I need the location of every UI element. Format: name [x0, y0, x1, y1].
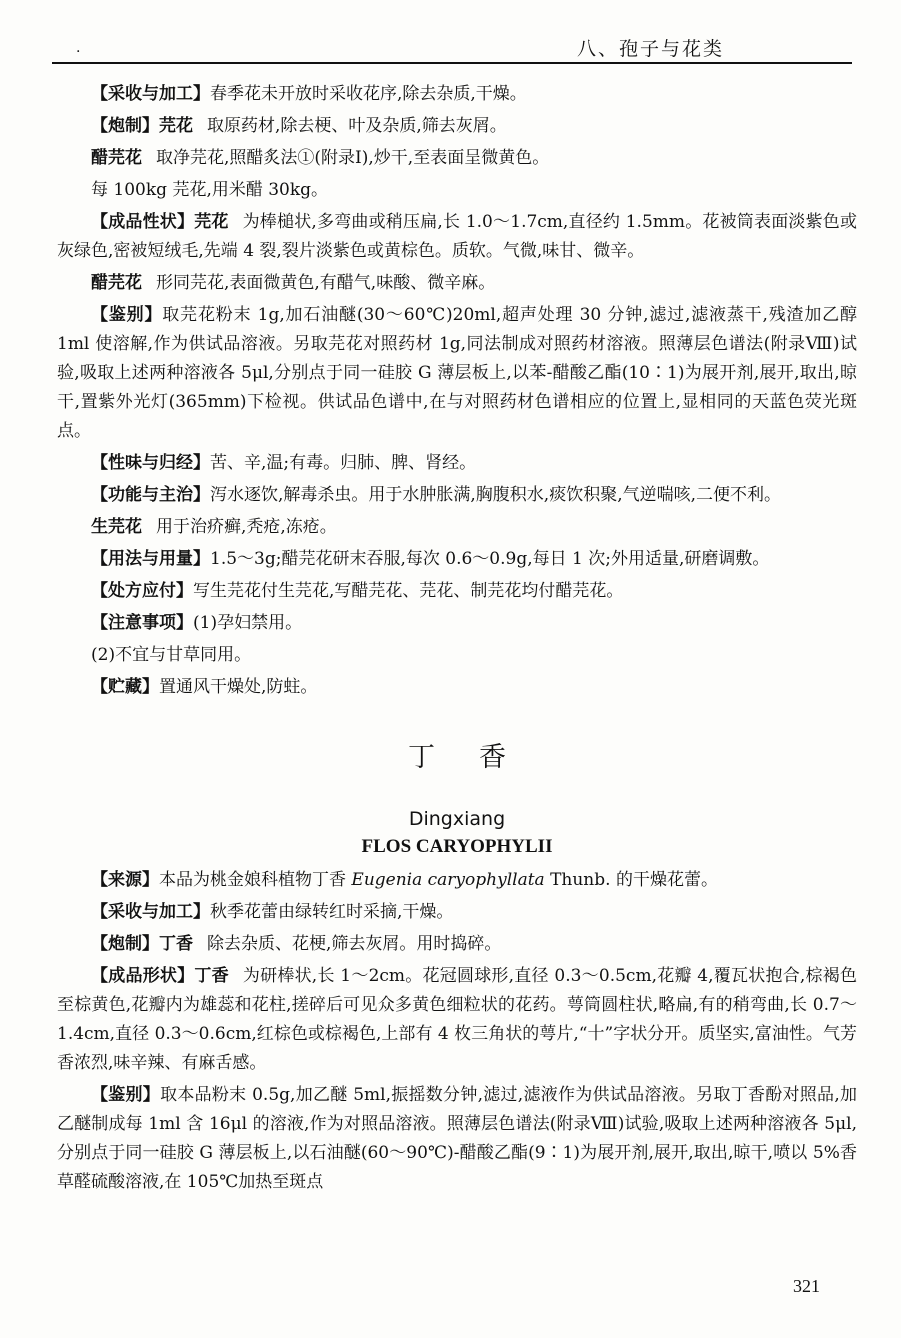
prescription-paragraph — [57, 577, 857, 606]
nature-text: 苦、辛,温;有毒。归肺、脾、肾经。 — [210, 453, 477, 473]
prescription-tag: 【处方应付】 — [91, 581, 193, 601]
usage-tag: 【用法与用量】 — [91, 549, 210, 569]
raw-text: 用于治疥癣,秃疮,冻疮。 — [156, 517, 337, 537]
harvest-tag: 【采收与加工】 — [91, 84, 210, 104]
monograph-title: 丁香 — [408, 742, 550, 773]
source-text-post: Thunb. 的干燥花蕾。 — [544, 870, 718, 890]
ratio-paragraph — [57, 176, 857, 205]
process-term: 芫花 — [159, 116, 193, 136]
process-tag: 【炮制】 — [91, 116, 159, 136]
page-body — [57, 80, 857, 1200]
source-paragraph — [57, 866, 857, 895]
ratio-text: 每 100kg 芫花,用米醋 30kg。 — [91, 180, 329, 200]
vinegar-properties-text: 形同芫花,表面微黄色,有醋气,味酸、微辛麻。 — [156, 273, 496, 293]
header-mark: . — [76, 40, 81, 56]
monograph-latin-name: FLOS CARYOPHYLII — [361, 836, 553, 857]
properties-term: 芫花 — [194, 212, 229, 232]
header-rule — [52, 62, 852, 64]
clove-process-term: 丁香 — [159, 934, 193, 954]
page-number: 321 — [793, 1276, 820, 1296]
monograph-pinyin: Dingxiang — [408, 808, 506, 830]
caution-paragraph — [57, 609, 857, 638]
clove-properties-paragraph — [57, 962, 857, 1078]
clove-process-tag: 【炮制】 — [91, 934, 159, 954]
source-tag: 【来源】 — [91, 870, 159, 890]
vinegar-properties-term: 醋芫花 — [91, 273, 142, 293]
identification-paragraph — [57, 301, 857, 446]
caution-paragraph-2 — [57, 641, 857, 670]
properties-paragraph — [57, 208, 857, 266]
clove-harvest-paragraph — [57, 898, 857, 927]
clove-identification-paragraph — [57, 1081, 857, 1197]
process-text: 取原药材,除去梗、叶及杂质,筛去灰屑。 — [207, 116, 507, 136]
clove-properties-text: 为研棒状,长 1～2cm。花冠圆球形,直径 0.3～0.5cm,花瓣 4,覆瓦状抱合,棕褐色至棕黄色,花瓣内为雄蕊和花柱,搓碎后可见众多黄色细粒状的花药。萼筒圆柱状,略扁,有的稍弯曲,长 0.7～1.4cm,直径 0.3～0.6cm,红棕色或棕褐色,上部有 4 枚三角状的萼片,“十”字状分开。质坚实,富油性。气芳香浓烈,味辛辣、有麻舌感。 — [57, 966, 858, 1073]
caution-tag: 【注意事项】 — [91, 613, 193, 633]
properties-tag: 【成品性状】 — [91, 212, 195, 232]
prescription-text: 写生芫花付生芫花,写醋芫花、芫花、制芫花均付醋芫花。 — [193, 581, 624, 601]
caution-text-2: (2)不宜与甘草同用。 — [91, 645, 252, 665]
process-paragraph — [57, 112, 857, 141]
clove-properties-tag: 【成品形状】 — [91, 966, 195, 986]
usage-paragraph — [57, 545, 857, 574]
vinegar-paragraph — [57, 144, 857, 173]
vinegar-properties-paragraph — [57, 269, 857, 298]
nature-paragraph — [57, 449, 857, 478]
vinegar-text: 取净芫花,照醋炙法①(附录Ⅰ),炒干,至表面呈微黄色。 — [156, 148, 550, 168]
usage-text: 1.5～3g;醋芫花研末吞服,每次 0.6～0.9g,每日 1 次;外用适量,研磨调敷。 — [210, 549, 770, 569]
storage-paragraph — [57, 673, 857, 702]
vinegar-term: 醋芫花 — [91, 148, 142, 168]
harvest-paragraph — [57, 80, 857, 109]
clove-harvest-text: 秋季花蕾由绿转红时采摘,干燥。 — [210, 902, 454, 922]
properties-text: 为棒槌状,多弯曲或稍压扁,长 1.0～1.7cm,直径约 1.5mm。花被筒表面淡紫色或灰绿色,密被短绒毛,先端 4 裂,裂片淡紫色或黄棕色。质软。气微,味甘、微辛。 — [57, 212, 858, 261]
clove-process-text: 除去杂质、花梗,筛去灰屑。用时捣碎。 — [207, 934, 502, 954]
storage-tag: 【贮藏】 — [91, 677, 159, 697]
nature-tag: 【性味与归经】 — [91, 453, 210, 473]
clove-harvest-tag: 【采收与加工】 — [91, 902, 210, 922]
caution-text-1: (1)孕妇禁用。 — [193, 613, 303, 633]
harvest-text: 春季花未开放时采收花序,除去杂质,干燥。 — [210, 84, 527, 104]
raw-paragraph — [57, 513, 857, 542]
clove-process-paragraph — [57, 930, 857, 959]
function-paragraph — [57, 481, 857, 510]
identification-text: 取芫花粉末 1g,加石油醚(30～60℃)20ml,超声处理 30 分钟,滤过,滤液蒸干,残渣加乙醇 1ml 使溶解,作为供试品溶液。另取芫花对照药材 1g,同法制成对照药材溶液。照薄层色谱法(附录Ⅷ)试验,吸取上述两种溶液各 5μl,分别点于同一硅胶 G 薄层板上,以苯-醋酸乙酯(10∶1)为展开剂,展开,取出,晾干,置紫外光灯(365mm)下检视。供试品色谱中,在与对照药材色谱相应的位置上,显相同的天蓝色荧光斑点。 — [57, 305, 858, 441]
source-text-pre: 本品为桃金娘科植物丁香 — [159, 870, 352, 890]
source-latin: Eugenia caryophyllata — [351, 870, 545, 890]
running-header — [52, 28, 852, 64]
clove-identification-text: 取本品粉末 0.5g,加乙醚 5ml,振摇数分钟,滤过,滤液作为供试品溶液。另取丁香酚对照品,加乙醚制成每 1ml 含 16μl 的溶液,作为对照品溶液。照薄层色谱法(附录Ⅷ)试验,吸取上述两种溶液各 5μl,分别点于同一硅胶 G 薄层板上,以石油醚(60～90℃)-醋酸乙酯(9∶1)为展开剂,展开,取出,晾干,喷以 5%香草醛硫酸溶液,在 105℃加热至斑点 — [57, 1085, 858, 1192]
storage-text: 置通风干燥处,防蛀。 — [159, 677, 318, 697]
function-tag: 【功能与主治】 — [91, 485, 210, 505]
clove-properties-term: 丁香 — [194, 966, 229, 986]
raw-term: 生芫花 — [91, 517, 142, 537]
identification-tag: 【鉴别】 — [91, 305, 163, 325]
clove-identification-tag: 【鉴别】 — [91, 1085, 161, 1105]
section-title: 八、孢子与花类 — [576, 38, 724, 60]
function-text: 泻水逐饮,解毒杀虫。用于水肿胀满,胸腹积水,痰饮积聚,气逆喘咳,二便不利。 — [210, 485, 782, 505]
